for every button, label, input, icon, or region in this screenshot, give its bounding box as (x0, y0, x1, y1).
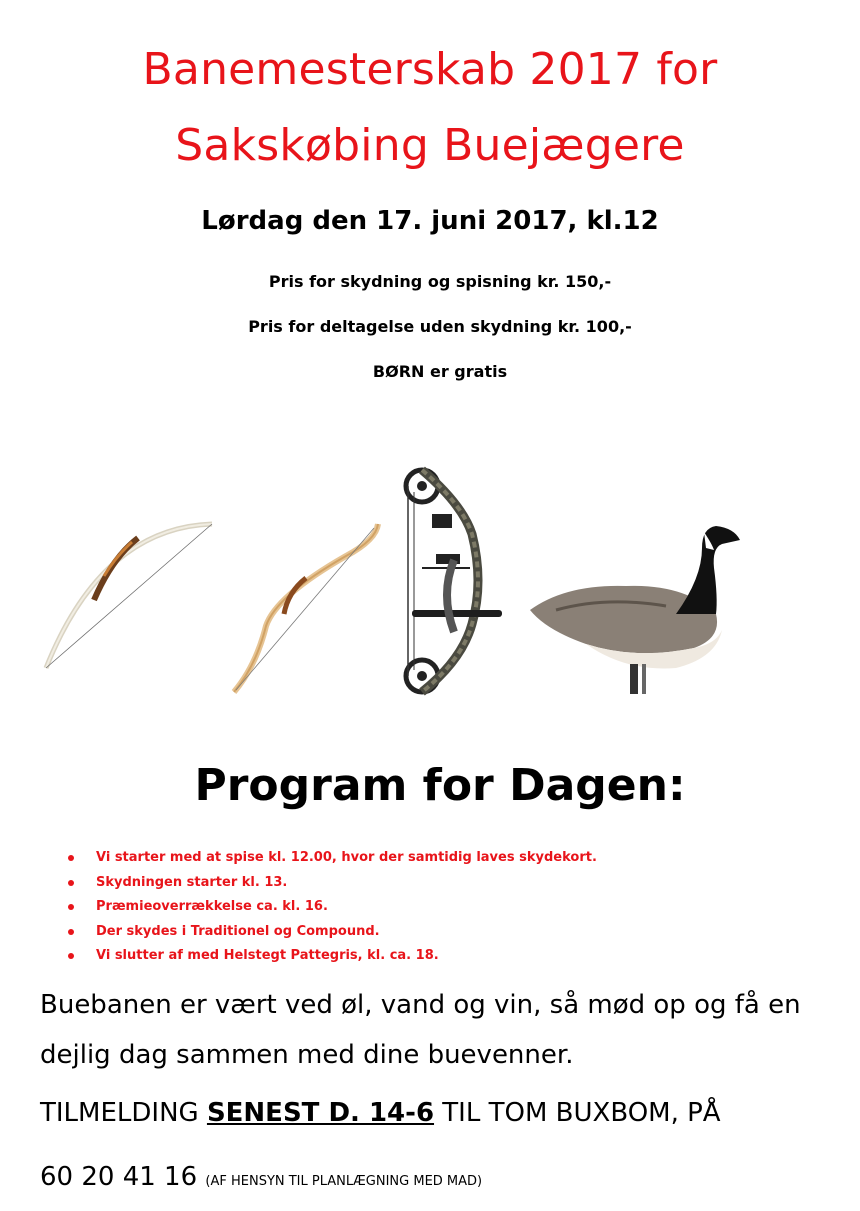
bullet-icon (68, 880, 74, 886)
refreshments-paragraph: Buebanen er vært ved øl, vand og vin, så mød op og få en dejlig dag sammen med dine buevenner. (40, 990, 801, 1070)
goose-decoy-image (526, 518, 742, 696)
price-children: BØRN er gratis (372, 362, 508, 381)
phone-line (40, 1152, 840, 1207)
event-date: Lørdag den 17. juni 2017, kl.12 (201, 206, 659, 236)
signup-suffix: TIL TOM BUXBOM, PÅ (434, 1098, 721, 1128)
title-line-1: Banemesterskab 2017 for (142, 44, 718, 95)
signup-prefix: TILMELDING (40, 1098, 207, 1128)
title-line-2: Sakskøbing Buejægere (175, 120, 685, 171)
signup-line (40, 1088, 840, 1138)
program-list (66, 846, 597, 969)
program-item: Der skydes i Traditionel og Compound. (66, 920, 597, 945)
bullet-icon (68, 855, 74, 861)
price-shooting-dining: Pris for skydning og spisning kr. 150,- (268, 272, 612, 291)
program-item: Præmieoverrækkelse ca. kl. 16. (66, 895, 597, 920)
bullet-icon (68, 953, 74, 959)
program-item: Vi starter med at spise kl. 12.00, hvor der samtidig laves skydekort. (66, 846, 597, 871)
program-title: Program for Dagen: (194, 760, 686, 811)
compound-bow-image (392, 464, 514, 700)
signup-note: (AF HENSYN TIL PLANLÆGNING MED MAD) (205, 1174, 483, 1189)
price-without-shooting: Pris for deltagelse uden skydning kr. 100,- (248, 317, 632, 336)
phone-number: 60 20 41 16 (40, 1162, 198, 1192)
bullet-icon (68, 929, 74, 935)
longbow-image (42, 518, 216, 696)
recurve-bow-image (226, 516, 384, 696)
bullet-icon (68, 904, 74, 910)
program-item: Skydningen starter kl. 13. (66, 871, 597, 896)
program-item: Vi slutter af med Helstegt Pattegris, kl. ca. 18. (66, 944, 597, 969)
signup-deadline: SENEST D. 14-6 (206, 1098, 435, 1128)
